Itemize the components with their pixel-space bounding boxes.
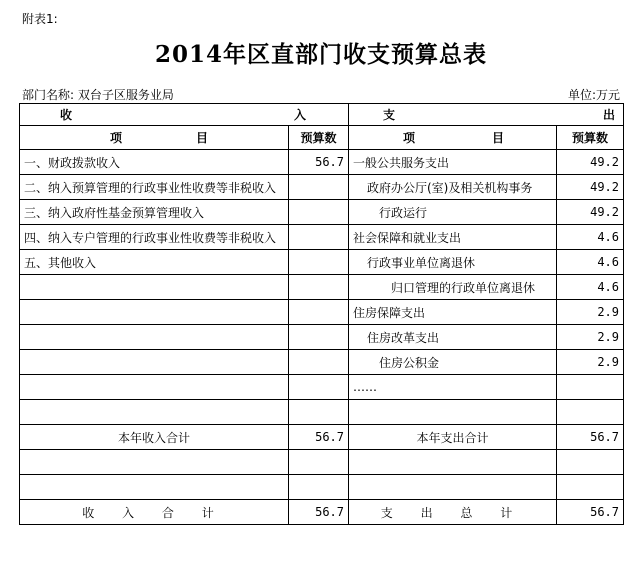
empty-cell [557,475,624,500]
income-value [289,325,349,350]
expense-value: 2.9 [557,350,624,375]
income-item: 五、其他收入 [20,250,289,275]
income-item [20,350,289,375]
expense-item: 政府办公厅(室)及相关机构事务 [349,175,557,200]
expense-item: 行政事业单位离退休 [349,250,557,275]
income-item [20,275,289,300]
column-header-row [20,126,624,150]
expense-item: 住房公积金 [349,350,557,375]
department-name: 双台子区服务业局 [77,88,174,102]
income-item: 四、纳入专户管理的行政事业性收费等非税收入 [20,225,289,250]
year-total-row [20,425,624,450]
table-row [20,450,624,475]
expense-item: 住房改革支出 [349,325,557,350]
table-row [20,350,624,375]
income-value: 56.7 [289,150,349,175]
item-header-left: 项 [110,131,123,145]
budget-table [19,103,624,525]
empty-cell [20,450,289,475]
table-row [20,275,624,300]
unit-value: 万元 [595,88,620,102]
expense-value: 49.2 [557,175,624,200]
table-row [20,375,624,400]
income-item: 三、纳入政府性基金预算管理收入 [20,200,289,225]
income-item [20,375,289,400]
expense-value: 49.2 [557,200,624,225]
table-row [20,150,624,175]
expense-value: 2.9 [557,325,624,350]
expense-item: 归口管理的行政单位离退休 [349,275,557,300]
expense-item: 一般公共服务支出 [349,150,557,175]
income-value [289,200,349,225]
table-row [20,400,624,425]
table-row [20,175,624,200]
item-header-left: 项 [403,131,416,145]
income-header-right: 入 [293,108,306,122]
empty-cell [557,450,624,475]
expense-item: 社会保障和就业支出 [349,225,557,250]
empty-cell [289,450,349,475]
department-line [22,86,174,103]
empty-cell [289,475,349,500]
income-value [289,225,349,250]
section-header-row [20,104,624,126]
income-value [289,250,349,275]
year-expense-total-value: 56.7 [557,425,624,450]
item-header-right: 目 [195,131,208,145]
expense-header-left: 支 [383,108,396,122]
year-expense-total-label: 本年支出合计 [349,425,557,450]
income-section-header [20,104,349,126]
grand-total-row [20,500,624,525]
income-item [20,400,289,425]
table-row [20,225,624,250]
expense-item: …… [349,375,557,400]
expense-value [557,375,624,400]
income-value [289,275,349,300]
expense-item: 行政运行 [349,200,557,225]
table-row [20,475,624,500]
income-item: 二、纳入预算管理的行政事业性收费等非税收入 [20,175,289,200]
income-item [20,325,289,350]
year-income-total-value: 56.7 [289,425,349,450]
table-row [20,250,624,275]
income-budget-header: 预算数 [289,126,349,150]
income-value [289,400,349,425]
expense-total-label: 支 出 总 计 [349,500,557,525]
expense-total-value: 56.7 [557,500,624,525]
income-total-value: 56.7 [289,500,349,525]
expense-value: 4.6 [557,275,624,300]
expense-header-right: 出 [602,108,615,122]
expense-value: 49.2 [557,150,624,175]
expense-value: 4.6 [557,250,624,275]
expense-value: 2.9 [557,300,624,325]
unit-line [568,86,620,103]
expense-item-header [349,126,557,150]
income-value [289,175,349,200]
income-item [20,300,289,325]
income-total-label: 收 入 合 计 [20,500,289,525]
expense-value [557,400,624,425]
income-value [289,375,349,400]
expense-item: 住房保障支出 [349,300,557,325]
income-item-header [20,126,289,150]
income-value [289,350,349,375]
page-title: 2014年区直部门收支预算总表 [154,41,487,68]
table-row [20,200,624,225]
income-value [289,300,349,325]
expense-item [349,400,557,425]
unit-label: 单位: [567,88,596,102]
empty-cell [20,475,289,500]
table-row [20,325,624,350]
income-item: 一、财政拨款收入 [20,150,289,175]
income-header-left: 收 [60,108,73,122]
department-label: 部门名称: [22,88,75,102]
table-row [20,300,624,325]
empty-cell [349,450,557,475]
appendix-note: 附表1: [22,12,58,26]
expense-budget-header: 预算数 [557,126,624,150]
empty-cell [349,475,557,500]
item-header-right: 目 [491,131,504,145]
expense-section-header [349,104,624,126]
year-income-total-label: 本年收入合计 [20,425,289,450]
expense-value: 4.6 [557,225,624,250]
